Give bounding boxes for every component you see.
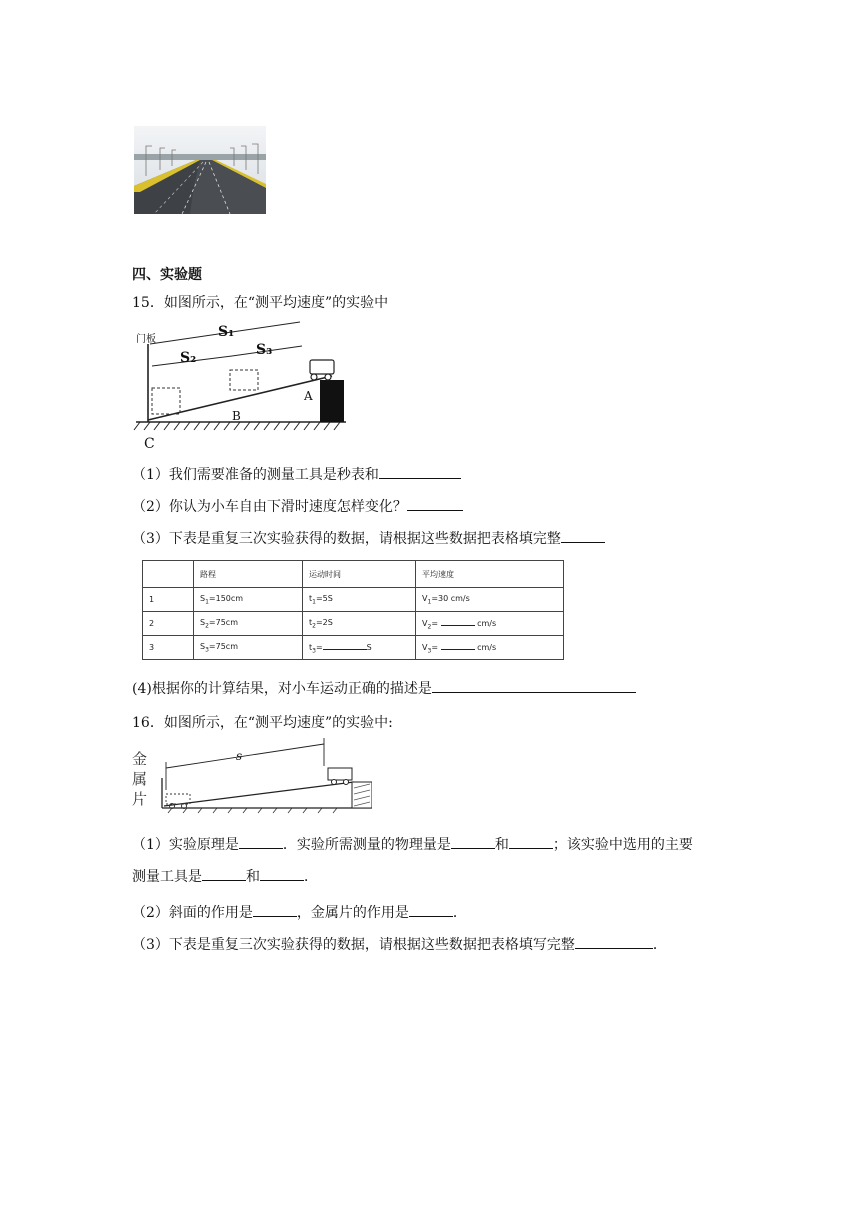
table-row bbox=[143, 588, 564, 612]
answer-blank[interactable] bbox=[260, 866, 304, 881]
answer-blank[interactable] bbox=[379, 464, 461, 479]
q15-sub2: （2）你认为小车自由下滑时速度怎样变化？ bbox=[132, 496, 463, 516]
q16-incline-diagram bbox=[132, 738, 372, 814]
answer-blank[interactable] bbox=[451, 834, 495, 849]
s2-label: S₂ bbox=[180, 350, 197, 366]
distance-cell: $S_1=150cm$ bbox=[194, 588, 303, 612]
table-header-cell: 平均速度 bbox=[416, 561, 564, 588]
q16-stem: 16．如图所示，在“测平均速度”的实验中: bbox=[132, 715, 393, 731]
answer-blank[interactable] bbox=[253, 902, 297, 917]
table-row bbox=[143, 636, 564, 660]
section-title: 四、实验题 bbox=[132, 267, 202, 283]
distance-cell: $S_3=75cm$ bbox=[194, 636, 303, 660]
s-label: s bbox=[236, 749, 243, 763]
answer-blank[interactable] bbox=[202, 866, 246, 881]
row-number: 3 bbox=[143, 636, 194, 660]
answer-blank[interactable] bbox=[409, 902, 453, 917]
q16-sub1: （1）实验原理是 ．实验所需测量的物理量是 和 ；该实验中选用的主要 bbox=[132, 834, 693, 854]
answer-blank[interactable] bbox=[575, 934, 653, 949]
gate-label: 门板 bbox=[136, 334, 156, 345]
answer-blank[interactable] bbox=[432, 678, 636, 693]
q16-sub1-cont: 测量工具是 和 ． bbox=[132, 866, 318, 886]
answer-blank[interactable] bbox=[509, 834, 553, 849]
table-header-cell: 路程 bbox=[194, 561, 303, 588]
distance-cell: $S_2=75cm$ bbox=[194, 612, 303, 636]
q16-sub3: （3）下表是重复三次实验获得的数据，请根据这些数据把表格填写完整 ． bbox=[132, 934, 667, 954]
q15-sub3: （3）下表是重复三次实验获得的数据，请根据这些数据把表格填完整 bbox=[132, 528, 605, 548]
time-cell: $t_1=5S$ bbox=[303, 588, 416, 612]
q16-sub2: （2）斜面的作用是 ，金属片的作用是 ． bbox=[132, 902, 467, 922]
table-row bbox=[143, 612, 564, 636]
answer-blank[interactable] bbox=[441, 617, 475, 626]
row-number: 1 bbox=[143, 588, 194, 612]
s3-label: S₃ bbox=[256, 342, 273, 358]
speed-cell: $V_2= cm/s$ bbox=[416, 612, 564, 636]
answer-blank[interactable] bbox=[561, 528, 605, 543]
answer-blank[interactable] bbox=[239, 834, 283, 849]
svg-text:片: 片 bbox=[132, 790, 148, 808]
point-b-label: B bbox=[232, 409, 241, 423]
q15-stem: 15．如图所示，在“测平均速度”的实验中 bbox=[132, 295, 389, 311]
s1-label: S₁ bbox=[218, 324, 235, 340]
time-cell: $t_3= S$ bbox=[303, 636, 416, 660]
bridge-road-photo bbox=[134, 126, 266, 214]
svg-text:属: 属 bbox=[132, 770, 148, 788]
metal-label: 金 bbox=[132, 750, 148, 768]
q15-sub4: (4)根据你的计算结果，对小车运动正确的描述是 bbox=[132, 678, 636, 698]
row-number: 2 bbox=[143, 612, 194, 636]
time-cell: $t_2=2S$ bbox=[303, 612, 416, 636]
table-header-cell bbox=[143, 561, 194, 588]
answer-blank[interactable] bbox=[441, 641, 475, 650]
answer-blank[interactable] bbox=[323, 641, 367, 650]
table-header-cell: 运动时间 bbox=[303, 561, 416, 588]
q15-sub1: （1）我们需要准备的测量工具是秒表和 bbox=[132, 464, 461, 484]
speed-cell: $V_1=30$ cm/s bbox=[416, 588, 564, 612]
point-c-label: C bbox=[144, 436, 155, 452]
speed-cell: $V_3= cm/s$ bbox=[416, 636, 564, 660]
q15-data-table bbox=[142, 560, 564, 660]
table-header-row bbox=[143, 561, 564, 588]
q15-incline-diagram bbox=[132, 318, 346, 452]
answer-blank[interactable] bbox=[407, 496, 463, 511]
point-a-label: A bbox=[304, 389, 313, 403]
